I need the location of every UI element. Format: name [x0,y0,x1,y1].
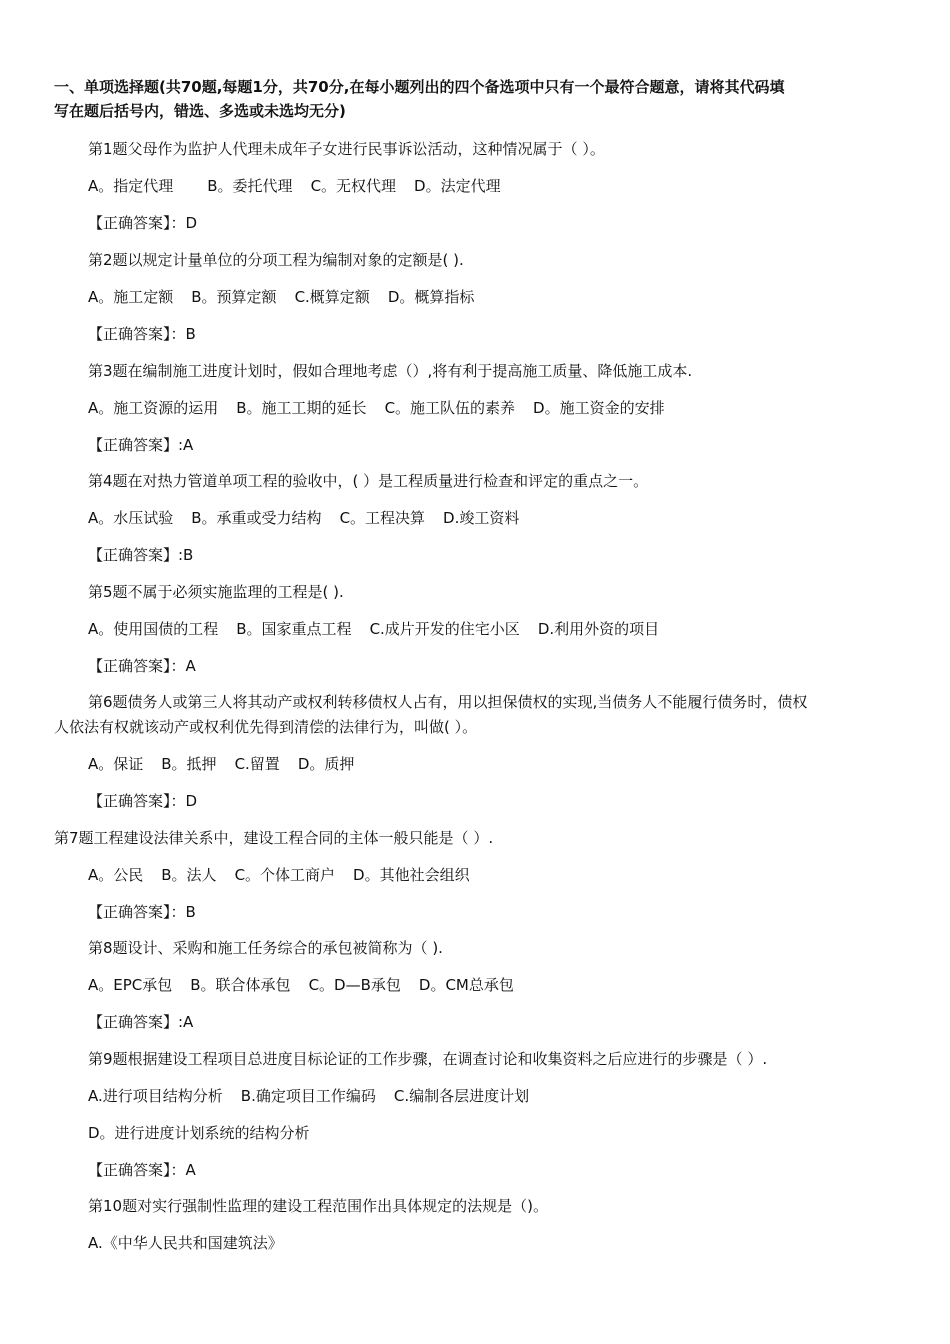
question-2-text: 第2题以规定计量单位的分项工程为编制对象的定额是( ). [88,251,464,269]
question-7-options [88,865,470,885]
option-d: D.竣工资料 [443,509,520,527]
question-9-answer: 【正确答案】：A [88,1161,196,1179]
option-b: B。预算定额 [191,288,277,306]
option-c: C.概算定额 [294,288,370,306]
option-d: D。CM总承包 [418,976,514,994]
option-a: A。使用国债的工程 [88,620,219,638]
option-a: A。指定代理 [88,177,174,195]
question-8-answer: 【正确答案】:A [88,1013,194,1031]
question-1-answer: 【正确答案】：D [88,214,198,232]
question-7-answer: 【正确答案】：B [88,903,196,921]
question-6-options [88,754,354,774]
option-d: D。法定代理 [414,177,501,195]
option-b: B。法人 [161,866,217,884]
option-b: B。国家重点工程 [236,620,352,638]
question-9-options [88,1086,529,1106]
question-6-text: 第6题债务人或第三人将其动产或权利转移债权人占有，用以担保债权的实现,当债务人不能履行债务时，债权 [88,693,808,711]
question-5-options [88,619,659,639]
section-heading-line-1: 一、单项选择题(共70题,每题1分，共70分,在每小题列出的四个备选项中只有一个最符合题意，请将其代码填 [54,78,785,96]
question-8-options [88,975,514,995]
question-2-answer: 【正确答案】：B [88,325,196,343]
question-4-options [88,508,519,528]
option-c: C。工程决算 [339,509,426,527]
option-a: A。保证 [88,755,144,773]
option-d: D.利用外资的项目 [537,620,660,638]
section-heading-line-2: 写在题后括号内，错选、多选或未选均无分) [54,102,346,120]
question-4-text: 第4题在对热力管道单项工程的验收中，( ）是工程质量进行检查和评定的重点之一。 [88,472,649,490]
question-3-answer: 【正确答案】:A [88,436,194,454]
option-b: B。联合体承包 [190,976,291,994]
question-3-options [88,398,665,418]
question-4-answer: 【正确答案】:B [88,546,194,564]
option-a: A。EPC承包 [88,976,173,994]
option-d: D。概算指标 [387,288,475,306]
question-1-options [88,176,501,196]
option-d: D。质押 [297,755,355,773]
option-b: B。委托代理 [207,177,293,195]
option-a: A。公民 [88,866,144,884]
option-a: A。施工定额 [88,288,174,306]
option-c: C。施工队伍的素养 [384,399,516,417]
option-d: D。其他社会组织 [353,866,470,884]
option-d: D。施工资金的安排 [533,399,665,417]
option-a: A。水压试验 [88,509,174,527]
question-10-option-a: A.《中华人民共和国建筑法》 [88,1234,283,1252]
question-1-text: 第1题父母作为监护人代理未成年子女进行民事诉讼活动，这种情况属于（ ）。 [88,140,605,158]
option-a: A。施工资源的运用 [88,399,219,417]
question-6-text-continued: 人依法有权就该动产或权利优先得到清偿的法律行为，叫做( ）。 [54,718,478,736]
option-b: B。施工工期的延长 [236,399,367,417]
option-b: B。抵押 [161,755,217,773]
question-8-text: 第8题设计、采购和施工任务综合的承包被简称为（ ). [88,939,443,957]
option-c: C.编制各层进度计划 [393,1087,530,1105]
option-c: C。D—B承包 [308,976,401,994]
question-7-text: 第7题工程建设法律关系中，建设工程合同的主体一般只能是（ ）. [54,829,494,847]
option-c: C.留置 [234,755,280,773]
question-9-text: 第9题根据建设工程项目总进度目标论证的工作步骤，在调查讨论和收集资料之后应进行的步骤是（ ）. [88,1050,768,1068]
option-c: C。无权代理 [310,177,397,195]
question-10-text: 第10题对实行强制性监理的建设工程范围作出具体规定的法规是（)。 [88,1197,548,1215]
question-2-options [88,287,474,307]
option-b: B。承重或受力结构 [191,509,322,527]
question-5-answer: 【正确答案】：A [88,657,196,675]
question-5-text: 第5题不属于必须实施监理的工程是( ). [88,583,344,601]
option-b: B.确定项目工作编码 [240,1087,376,1105]
question-9-option-d: D。进行进度计划系统的结构分析 [88,1124,310,1142]
option-a: A.进行项目结构分析 [88,1087,223,1105]
option-c: C。个体工商户 [234,866,336,884]
question-6-answer: 【正确答案】：D [88,792,198,810]
question-3-text: 第3题在编制施工进度计划时，假如合理地考虑（）,将有利于提高施工质量、降低施工成本. [88,362,693,380]
option-c: C.成片开发的住宅小区 [369,620,520,638]
